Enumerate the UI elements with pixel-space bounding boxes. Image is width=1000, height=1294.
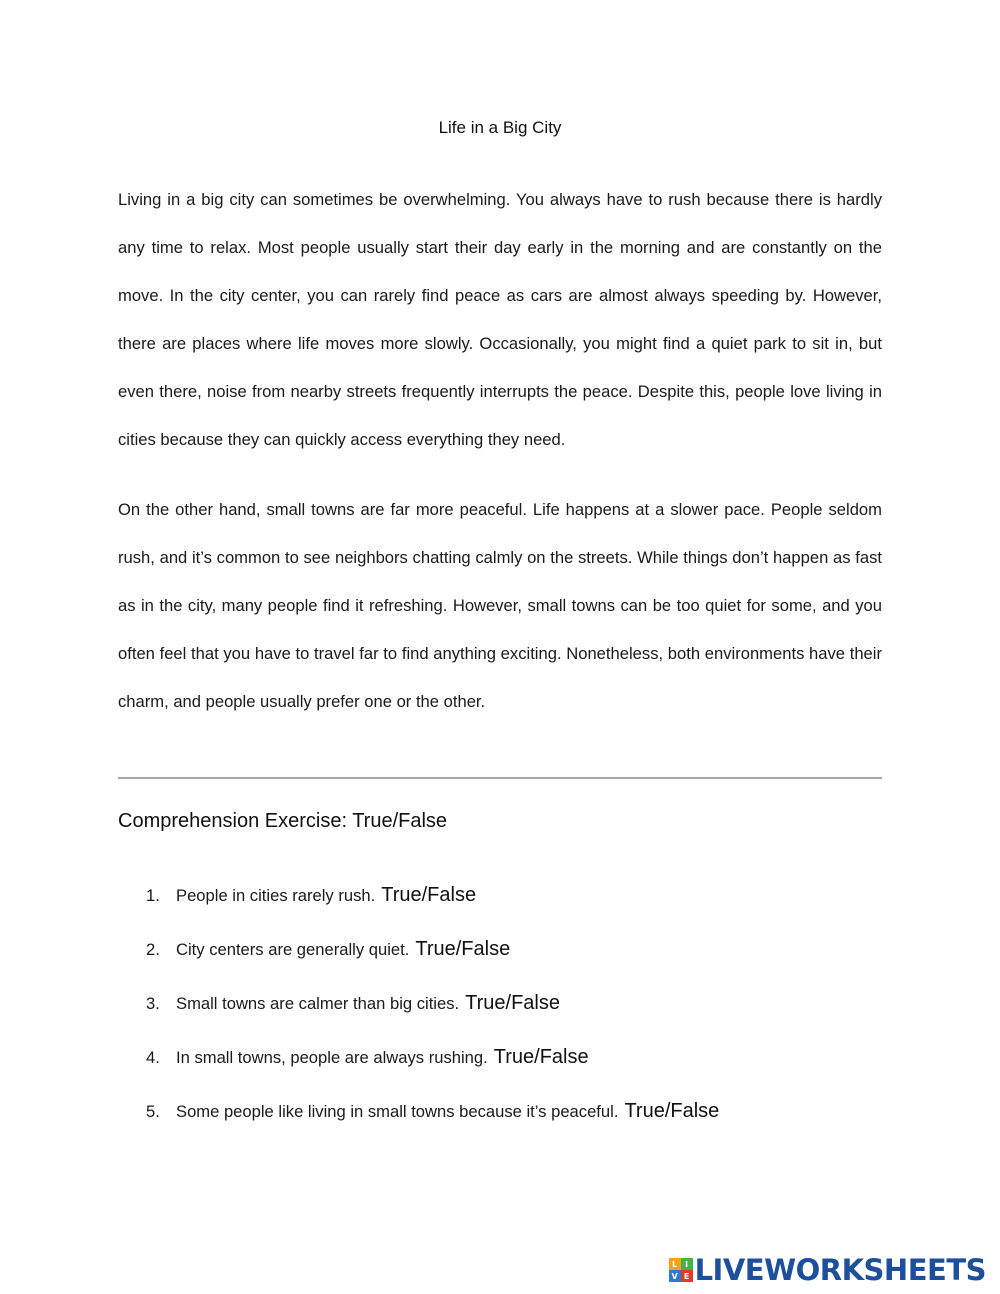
paragraph-small-towns: On the other hand, small towns are far more peaceful. Life happens at a slower pace. People seldom rush, and it’s common to see neighbors chatting calmly on the streets. While things don’t happen as fast as in the city, many people find it refreshing. However, small towns can be too quiet for some, and you often feel that you have to travel far to find anything exciting. Nonetheless, both environments have their charm, and people usually prefer one or the other. [118,500,882,711]
question-item [146,1046,886,1100]
logo-tile: L [669,1258,681,1270]
exercise-heading: Comprehension Exercise: True/False [118,810,448,832]
question-text: In small towns, people are always rushing. [176,1048,488,1067]
true-false-answer[interactable]: True/False [493,1046,589,1068]
true-false-answer[interactable]: True/False [381,884,477,906]
logo-tile: E [681,1270,693,1282]
liveworksheets-brand[interactable] [669,1253,986,1287]
question-list [146,884,886,1154]
question-item [146,992,886,1046]
question-number: 1. [146,886,160,905]
question-text: People in cities rarely rush. [176,886,376,905]
question-number: 4. [146,1048,160,1067]
logo-tile: I [681,1258,693,1270]
question-text: Some people like living in small towns because it’s peaceful. [176,1102,619,1121]
question-item [146,1100,886,1154]
question-number: 5. [146,1102,160,1121]
paragraph-city-life: Living in a big city can sometimes be overwhelming. You always have to rush because there is hardly any time to relax. Most people usually start their day early in the morning and are constantly on the move. In the city center, you can rarely find peace as cars are almost always speeding by. However, there are places where life moves more slowly. Occasionally, you might find a quiet park to sit in, but even there, noise from nearby streets frequently interrupts the peace. Despite this, people love living in cities because they can quickly access everything they need. [118,190,882,449]
question-item [146,938,886,992]
true-false-answer[interactable]: True/False [624,1100,720,1122]
true-false-answer[interactable]: True/False [465,992,560,1014]
liveworksheets-logo-icon [669,1258,693,1282]
horizontal-divider [118,777,882,779]
brand-name: LIVEWORKSHEETS [694,1253,986,1287]
logo-tile: V [669,1270,681,1282]
page-title: Life in a Big City [438,118,562,137]
question-text: City centers are generally quiet. [176,940,410,959]
question-item [146,884,886,938]
true-false-answer[interactable]: True/False [415,938,511,960]
question-number: 3. [146,994,160,1013]
question-number: 2. [146,940,160,959]
question-text: Small towns are calmer than big cities. [176,994,460,1013]
